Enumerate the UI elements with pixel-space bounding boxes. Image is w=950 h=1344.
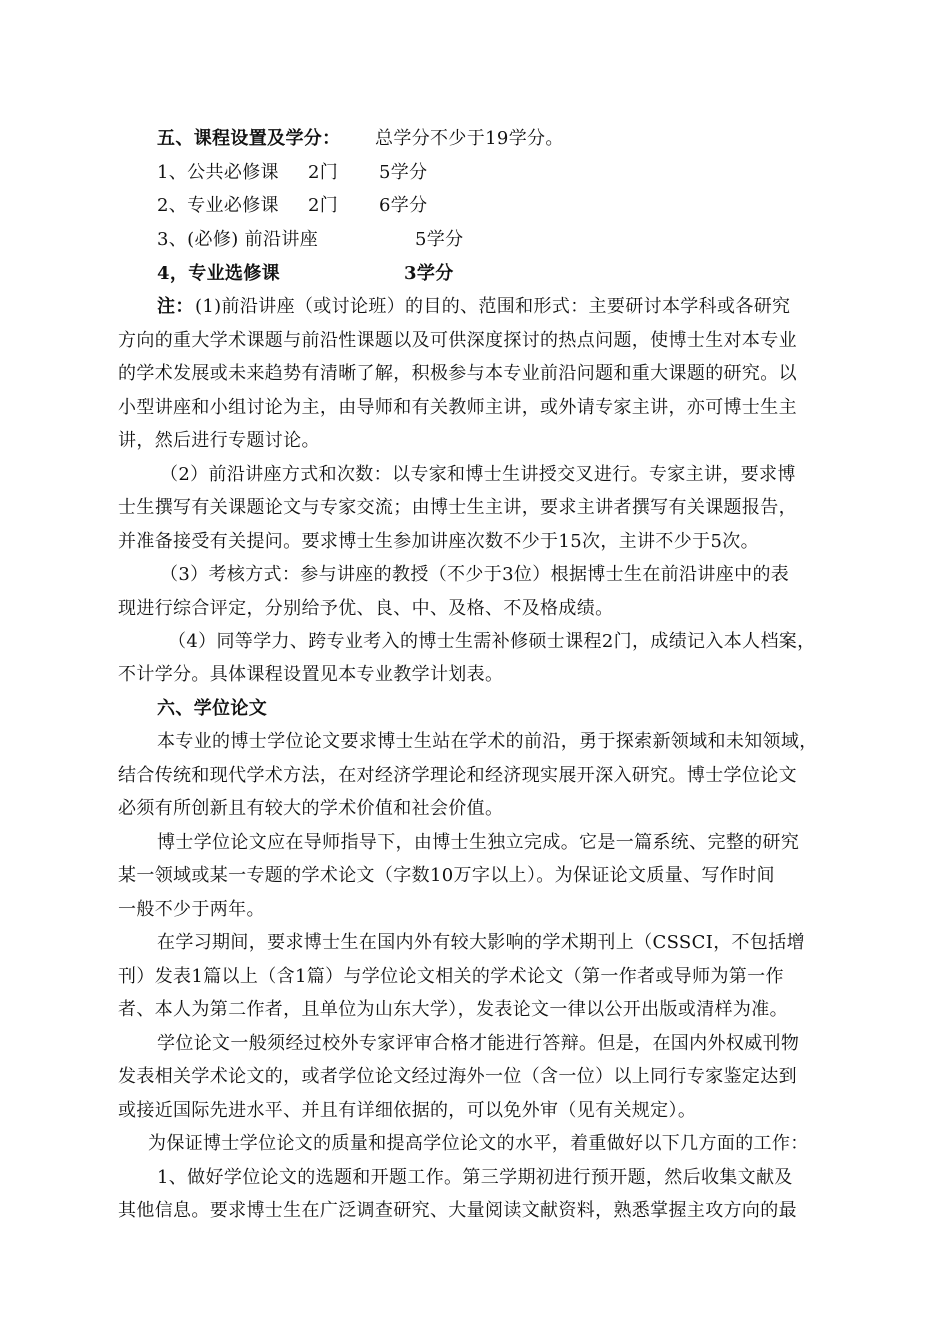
paragraph-line: 结合传统和现代学术方法，在对经济学理论和经济现实展开深入研究。博士学位论文: [118, 765, 797, 786]
note-line: 方向的重大学术课题与前沿性课题以及可供深度探讨的热点问题，使博士生对本专业: [118, 330, 797, 351]
section5-heading: 五、课程设置及学分：: [157, 128, 341, 149]
course-count: 2门: [308, 195, 339, 216]
course-credits: 3学分: [404, 263, 454, 284]
paragraph-line: 发表相关学术论文的，或者学位论文经过海外一位（含一位）以上同行专家鉴定达到: [118, 1066, 797, 1087]
course-name: 2、专业必修课: [157, 195, 279, 216]
paragraph-line: 某一领域或某一专题的学术论文（字数10万字以上）。为保证论文质量、写作时间: [118, 865, 775, 886]
paragraph-line: 或接近国际先进水平、并且有详细依据的，可以免外审（见有关规定）。: [118, 1100, 697, 1121]
paragraph-line: 一般不少于两年。: [118, 899, 265, 920]
paragraph-line: 为保证博士学位论文的质量和提高学位论文的水平，着重做好以下几方面的工作：: [148, 1133, 809, 1154]
paragraph-line: 者、本人为第二作者，且单位为山东大学），发表论文一律以公开出版或清样为准。: [118, 999, 788, 1020]
paragraph-line: 其他信息。要求博士生在广泛调查研究、大量阅读文献资料，熟悉掌握主攻方向的最: [118, 1200, 797, 1221]
paragraph-line: 本专业的博士学位论文要求博士生站在学术的前沿，勇于探索新领域和未知领域，: [157, 731, 818, 752]
course-name: 1、公共必修课: [157, 162, 279, 183]
paragraph-line: 刊）发表1篇以上（含1篇）与学位论文相关的学术论文（第一作者或导师为第一作: [118, 966, 784, 987]
course-name: 4，专业选修课: [157, 263, 280, 284]
note-line: 小型讲座和小组讨论为主，由导师和有关教师主讲，或外请专家主讲，亦可博士生主: [118, 397, 797, 418]
paragraph-line: 博士学位论文应在导师指导下，由博士生独立完成。它是一篇系统、完整的研究: [157, 832, 800, 853]
course-count: 2门: [308, 162, 339, 183]
note-line: 并准备接受有关提问。要求博士生参加讲座次数不少于15次，主讲不少于5次。: [118, 531, 759, 552]
note-line: (1)前沿讲座（或讨论班）的目的、范围和形式：主要研讨本学科或各研究: [195, 296, 791, 317]
note-line: 士生撰写有关课题论文与专家交流；由博士生主讲，要求主讲者撰写有关课题报告，: [118, 497, 797, 518]
note-line: 现进行综合评定，分别给予优、良、中、及格、不及格成绩。: [118, 598, 614, 619]
note-line: 讲，然后进行专题讨论。: [118, 430, 320, 451]
course-credits: 5学分: [415, 229, 464, 250]
paragraph-line: 1、做好学位论文的选题和开题工作。第三学期初进行预开题，然后收集文献及: [157, 1167, 793, 1188]
section5-total-credits: 总学分不少于19学分。: [375, 128, 564, 149]
note-line: （4）同等学力、跨专业考入的博士生需补修硕士课程2门，成绩记入本人档案，: [168, 631, 816, 652]
note-line: 的学术发展或未来趋势有清晰了解，积极参与本专业前沿问题和重大课题的研究。以: [118, 363, 797, 384]
note-line: （3）考核方式：参与讲座的教授（不少于3位）根据博士生在前沿讲座中的表: [160, 564, 790, 585]
note-line: （2）前沿讲座方式和次数：以专家和博士生讲授交叉进行。专家主讲，要求博: [160, 464, 796, 485]
paragraph-line: 在学习期间，要求博士生在国内外有较大影响的学术期刊上（CSSCI，不包括增: [157, 932, 805, 953]
note-line: 不计学分。具体课程设置见本专业教学计划表。: [118, 664, 504, 685]
section6-heading: 六、学位论文: [157, 698, 268, 719]
course-credits: 6学分: [379, 195, 428, 216]
paragraph-line: 必须有所创新且有较大的学术价值和社会价值。: [118, 798, 504, 819]
note-label: 注：: [157, 296, 194, 317]
paragraph-line: 学位论文一般须经过校外专家评审合格才能进行答辩。但是，在国内外权威刊物: [157, 1033, 800, 1054]
course-name: 3、(必修) 前沿讲座: [157, 229, 319, 250]
course-credits: 5学分: [379, 162, 428, 183]
